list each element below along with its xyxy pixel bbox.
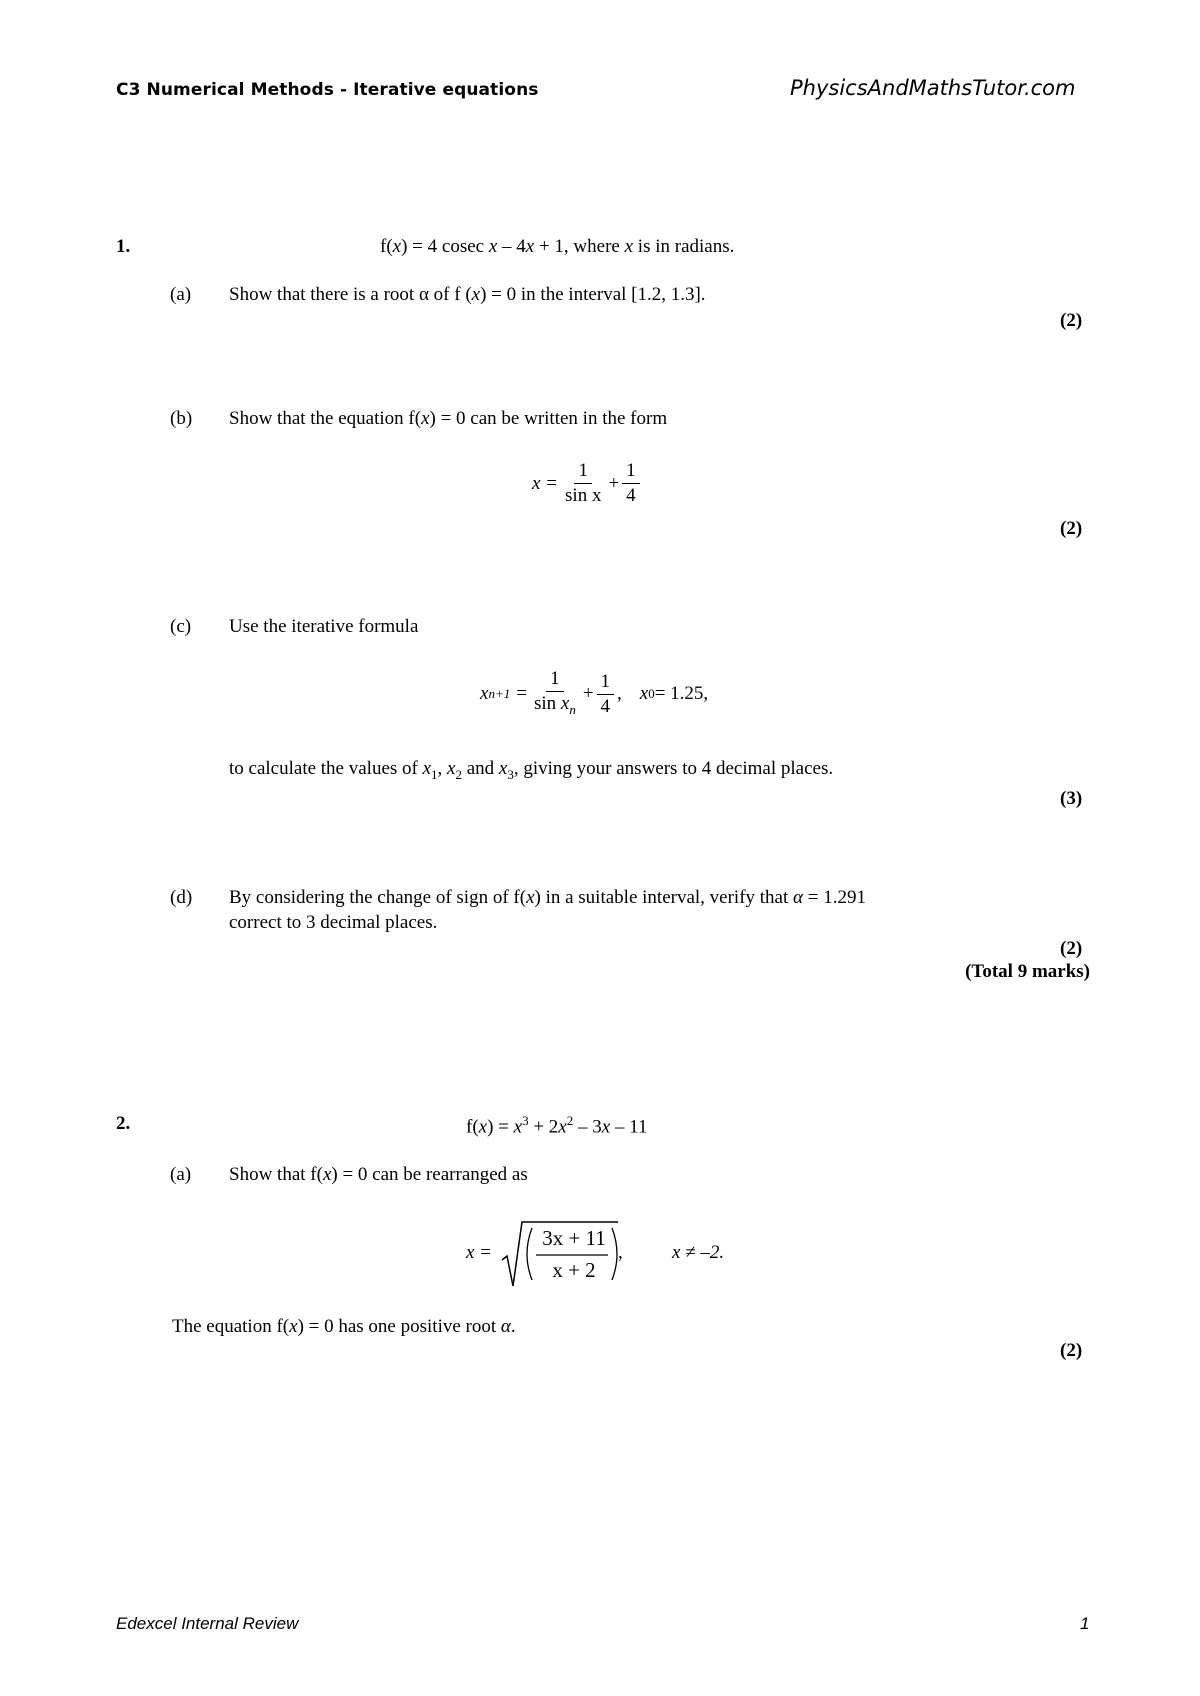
condition: x ≠ –2.: [672, 1242, 725, 1263]
iterative-formula: x n+1 = $\frac{1}{\sin x_n}$ + $\frac{1}{4}$ , x 0 = 1.25,: [480, 668, 708, 721]
part-1d-text-line2: correct to 3 decimal places.: [229, 912, 438, 933]
equation-2a: x = 3x + 11 x + 2 , x ≠ –2.: [466, 1218, 766, 1290]
page-number: 1: [1080, 1614, 1090, 1633]
total-marks-q1: (Total 9 marks): [965, 961, 1090, 982]
fraction-numerator: 3x + 11: [542, 1226, 606, 1250]
fraction-1-over-sinx: $\frac{1}{\text{sin x}}$: [565, 460, 602, 506]
footer-source: Edexcel Internal Review: [116, 1614, 299, 1633]
marks-1c: (3): [1060, 788, 1083, 809]
equation-1b: x = $\frac{1}{\text{sin x}}$ + $\frac{1}{4}$: [532, 460, 643, 507]
root-statement: The equation f(x) = 0 has one positive root α.: [172, 1316, 516, 1337]
question-1-stem: f(x) = 4 cosec x – 4x + 1, where x is in radians.: [380, 236, 735, 257]
fraction-1-over-sinxn: $\frac{1}{\sin x_n}$: [533, 668, 576, 717]
marks-1b: (2): [1060, 518, 1083, 539]
marks-1a: (2): [1060, 310, 1083, 331]
part-1d-text: By considering the change of sign of f(x) in a suitable interval, verify that α = 1.291: [229, 887, 866, 908]
part-2a-text: Show that f(x) = 0 can be rearranged as: [229, 1164, 528, 1185]
question-2-stem: $f(x) = x^3 + 2x^2 - 3x - 11$: [466, 1113, 648, 1138]
part-label-1c: (c): [170, 616, 192, 637]
part-1b-text: Show that the equation f(x) = 0 can be written in the form: [229, 408, 668, 429]
part-1c-text: Use the iterative formula: [229, 616, 419, 637]
part-label-1d: (d): [170, 887, 193, 908]
part-label-2a: (a): [170, 1164, 192, 1185]
part-label-1b: (b): [170, 408, 193, 429]
question-1-number: 1.: [116, 236, 131, 257]
fraction-denominator: x + 2: [552, 1258, 596, 1282]
fraction-1-over-4: $\frac{1}{4}$: [622, 460, 640, 507]
part-1c-instruction: to calculate the values of $x_1$, $x_2$ and $x_3$, giving your answers to 4 decimal places.: [229, 758, 834, 782]
fraction-1-over-4-c: $\frac{1}{4}$: [597, 671, 615, 718]
marks-2a: (2): [1060, 1340, 1083, 1361]
document-title: C3 Numerical Methods - Iterative equations: [116, 80, 539, 100]
question-2-number: 2.: [116, 1113, 131, 1134]
part-1a-text: Show that there is a root α of f (x) = 0 in the interval [1.2, 1.3].: [229, 284, 706, 305]
part-label-1a: (a): [170, 284, 192, 305]
site-name: PhysicsAndMathsTutor.com: [790, 76, 1076, 100]
marks-1d: (2): [1060, 938, 1083, 959]
